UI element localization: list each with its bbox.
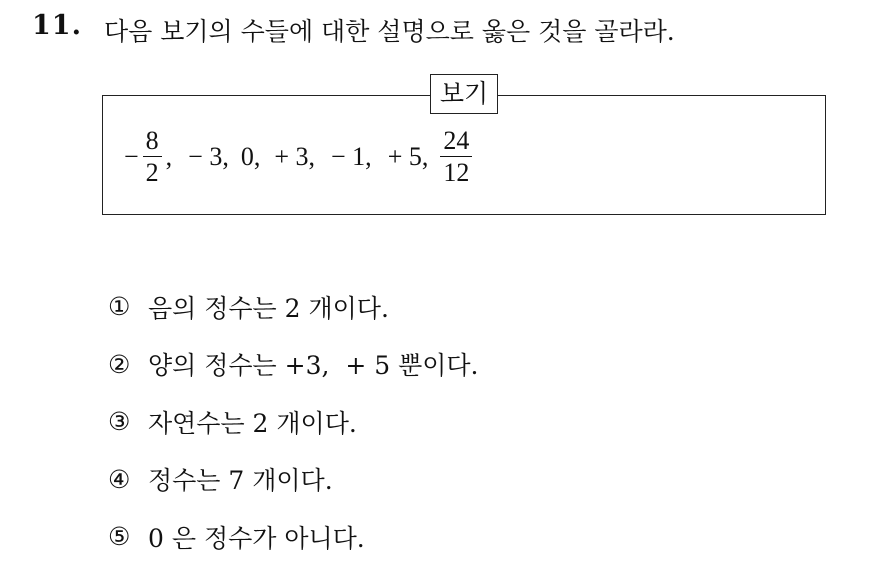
option-marker: ① (108, 292, 131, 322)
example-box-label: 보기 (430, 74, 498, 114)
option-marker: ④ (108, 464, 131, 494)
question-number: 11. (32, 10, 82, 41)
option-marker: ② (108, 349, 131, 379)
answer-option-2[interactable] (108, 336, 478, 394)
example-number: + 3, (274, 142, 316, 171)
option-text: 자연수는 2 개이다. (148, 408, 357, 438)
option-text: 0 은 정수가 아니다. (148, 523, 365, 553)
fraction-numerator: 8 (143, 126, 162, 157)
option-text: 정수는 7 개이다. (148, 466, 333, 496)
answer-option-3[interactable] (108, 393, 478, 451)
option-text: 음의 정수는 2 개이다. (148, 293, 389, 323)
fraction-denominator: 2 (145, 157, 159, 187)
answer-options (108, 278, 478, 566)
answer-option-1[interactable] (108, 278, 478, 336)
example-number-list (124, 122, 476, 192)
answer-option-5[interactable] (108, 508, 478, 566)
example-number: 0, (240, 142, 261, 171)
fraction-denominator: 12 (443, 157, 470, 187)
question-text: 다음 보기의 수들에 대한 설명으로 옳은 것을 골라라. (104, 17, 675, 46)
example-number: − 1, (331, 142, 372, 171)
fraction-numerator: 24 (440, 126, 472, 157)
example-number: − 3, (188, 142, 229, 171)
option-marker: ⑤ (108, 522, 131, 552)
example-fraction-8-over-2 (143, 126, 162, 189)
example-separator: , (165, 142, 173, 171)
option-text: 양의 정수는 +3, + 5 뿐이다. (148, 351, 479, 381)
example-sign: − (124, 142, 139, 171)
example-number: + 5, (387, 142, 429, 171)
answer-option-4[interactable] (108, 451, 478, 509)
option-marker: ③ (108, 407, 131, 437)
example-fraction-24-over-12 (440, 126, 472, 189)
